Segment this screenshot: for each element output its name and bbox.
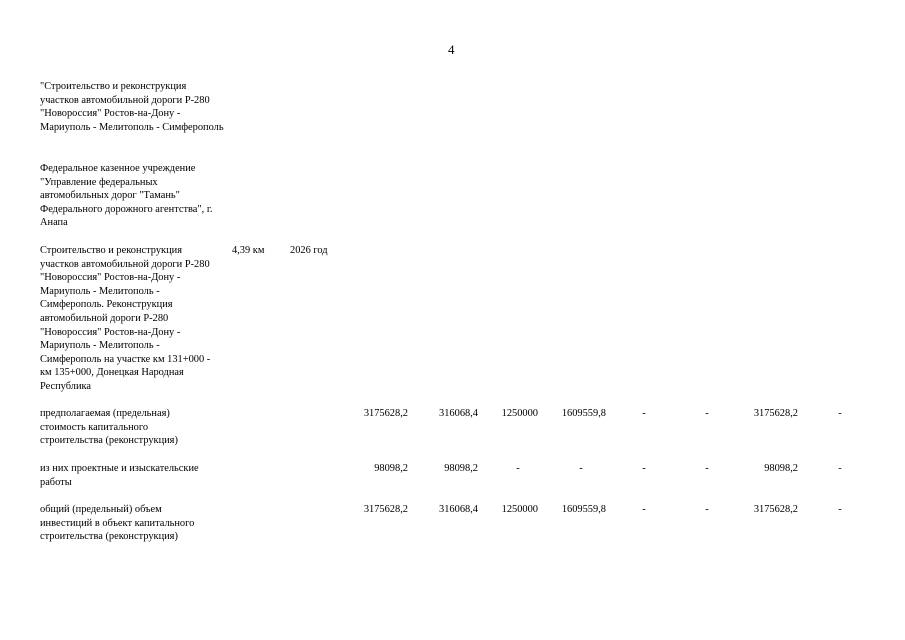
object-capacity: 4,39 км [232, 245, 265, 256]
value-cell: 98098,2 [764, 463, 798, 474]
page-number: 4 [448, 42, 455, 57]
value-cell: 3175628,2 [363, 504, 408, 515]
value-cell: - [705, 504, 709, 515]
value-cell: - [516, 463, 520, 474]
value-cell: 3175628,2 [753, 408, 798, 419]
value-cell: - [838, 504, 842, 515]
value-cell: 1250000 [501, 408, 538, 419]
object-description: Строительство и реконструкция участков автомобильной дороги Р-280 "Новороссия" Ростов-на-Дону - Мариуполь - Мелитополь - Симферополь. Реконструкция автомобильной дороги Р-280 "Новороссия" Ростов-на-Дону - Мариуполь - Мелитополь - Симферополь на участке км 131+000 - км 135+000, Донецкая Народная Республика [40, 245, 211, 392]
value-cell: - [838, 463, 842, 474]
value-cell: 1250000 [501, 504, 538, 515]
value-cell: - [705, 463, 709, 474]
project-title: "Строительство и реконструкция участков автомобильной дороги Р-280 "Новороссия" Ростов-на-Дону - Мариуполь - Мелитополь - Симферополь [40, 81, 224, 133]
row-label: из них проектные и изыскательские работы [40, 463, 199, 488]
value-cell: 1609559,8 [561, 504, 606, 515]
object-year: 2026 год [290, 245, 328, 256]
customer-name: Федеральное казенное учреждение "Управление федеральных автомобильных дорог "Тамань" Федерального дорожного агентства", г. Анапа [40, 163, 213, 229]
value-cell: - [642, 408, 646, 419]
value-cell: 98098,2 [444, 463, 478, 474]
value-cell: 316068,4 [439, 504, 478, 515]
value-cell: - [642, 504, 646, 515]
value-cell: - [705, 408, 709, 419]
value-cell: - [642, 463, 646, 474]
value-cell: 98098,2 [374, 463, 408, 474]
row-label: общий (предельный) объем инвестиций в объект капитального строительства (реконструкция) [40, 504, 195, 543]
value-cell: 3175628,2 [363, 408, 408, 419]
value-cell: 1609559,8 [561, 408, 606, 419]
value-cell: - [579, 463, 583, 474]
value-cell: - [838, 408, 842, 419]
value-cell: 316068,4 [439, 408, 478, 419]
value-cell: 3175628,2 [753, 504, 798, 515]
row-label: предполагаемая (предельная) стоимость капитального строительства (реконструкция) [40, 408, 178, 447]
